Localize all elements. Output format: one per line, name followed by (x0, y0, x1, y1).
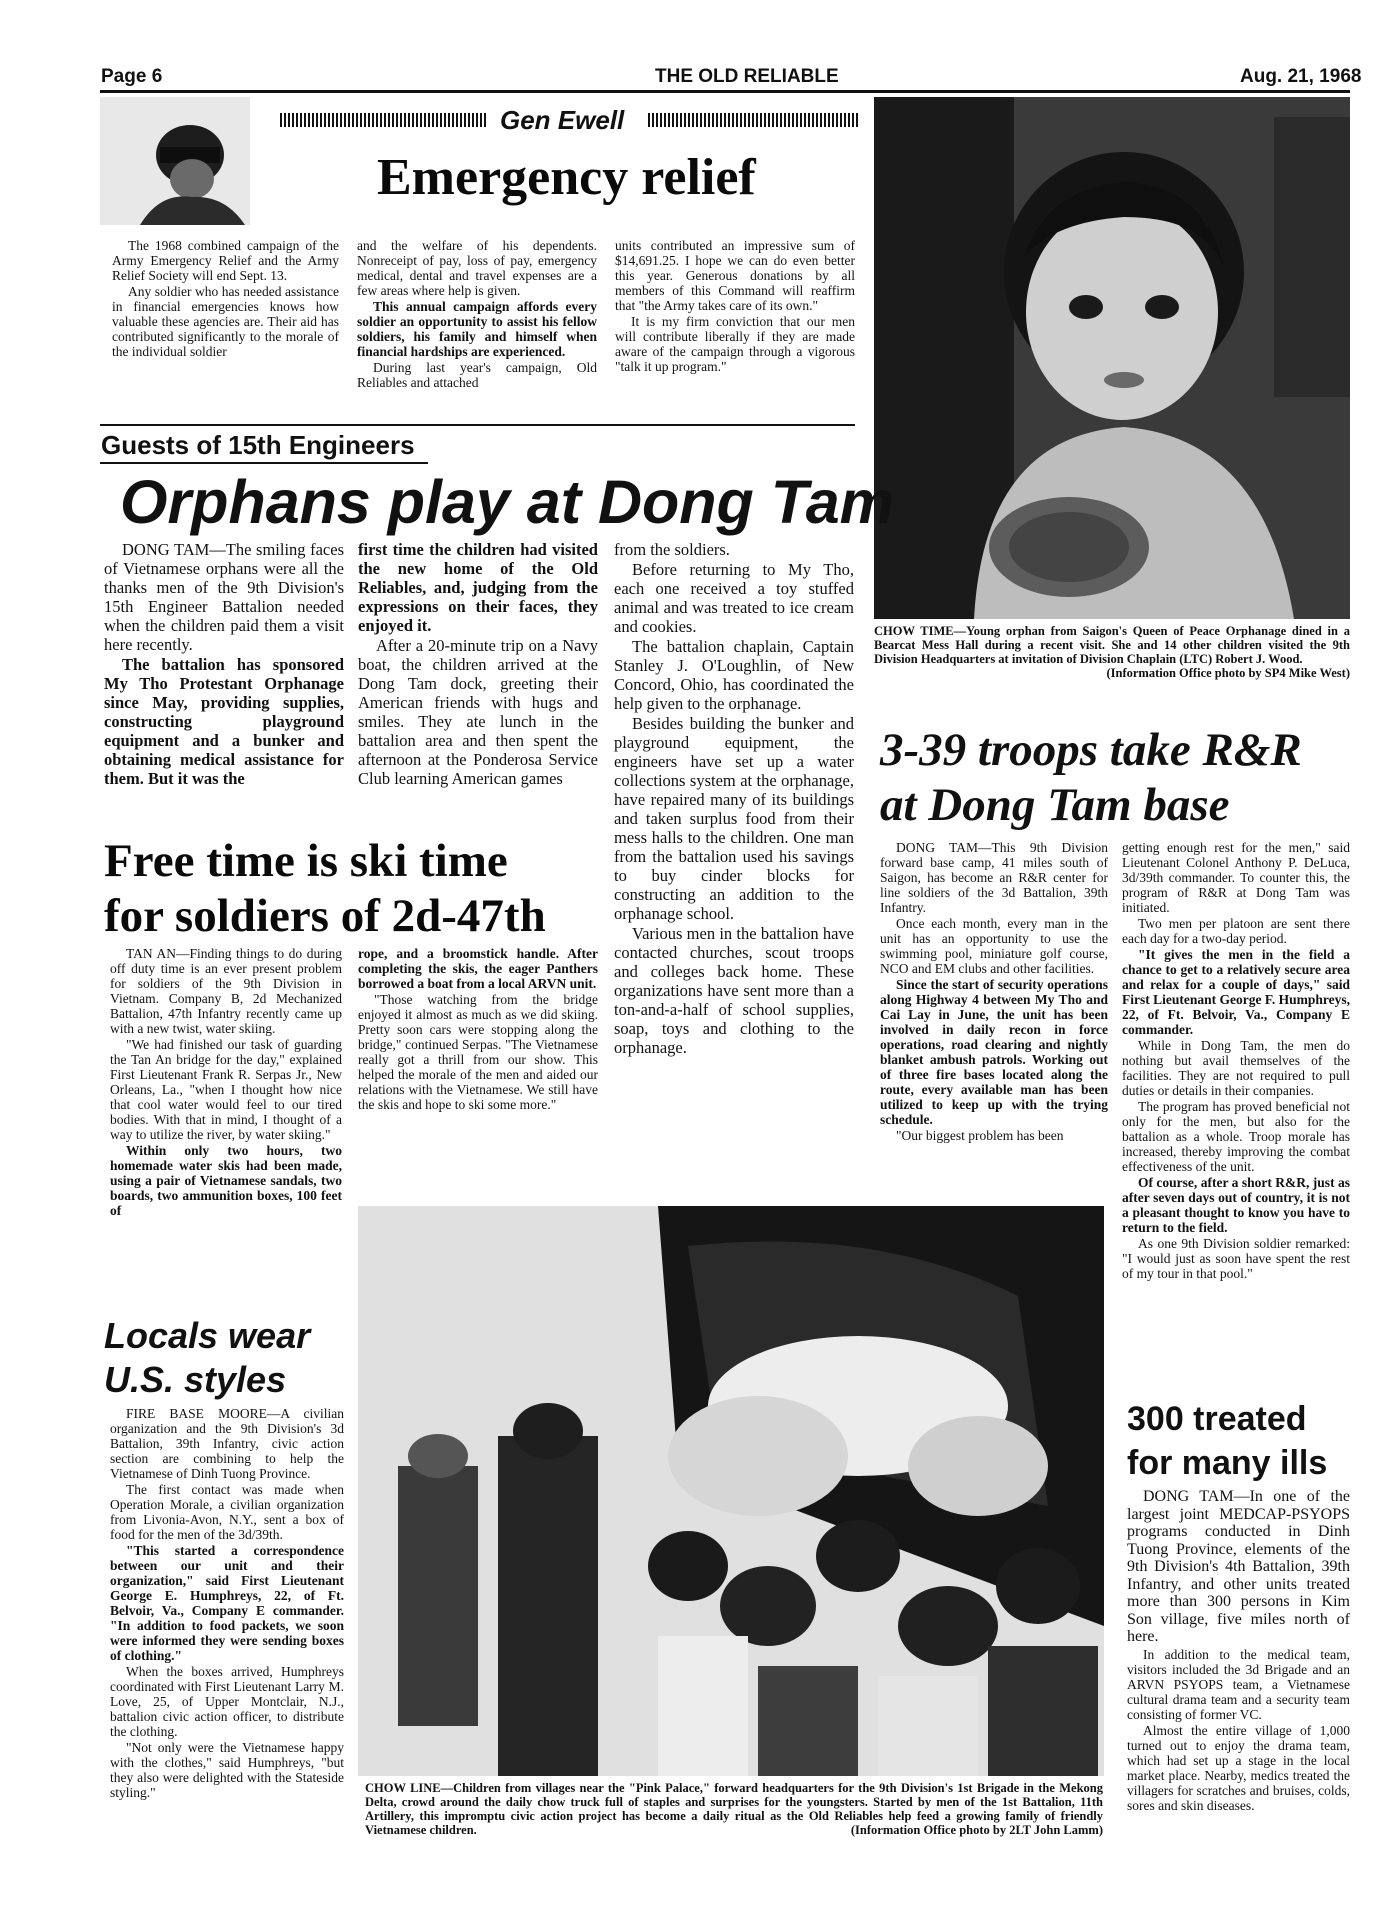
paragraph: When the boxes arrived, Humphreys coordinated with First Lieutenant Larry M. Love, 25, of Upper Montclair, N.J., battalion civic action officer, to distribute the clothing. (110, 1664, 344, 1739)
locals-headline-1: Locals wear (104, 1315, 311, 1356)
ills-headline-2: for many ills (1127, 1444, 1328, 1482)
ewell-kicker-rule-right (648, 113, 858, 127)
paragraph: Once each month, every man in the unit has an opportunity to use the swimming pool, miniature golf course, NCO and EM clubs and other facilities. (880, 916, 1108, 976)
paragraph: FIRE BASE MOORE—A civilian organization and the 9th Division's 3d Battalion, 39th Infantry, civic action section are combining to help the Vietnamese of Dinh Tuong Province. (110, 1406, 344, 1481)
paragraph: Besides building the bunker and playground equipment, the engineers have set up a water collections system at the orphanage, have repaired many of its buildings and taken surplus food from their mess halls to the children. One man from the battalion used his savings to buy cinder blocks for constructing an addition to the orphanage school. (614, 714, 854, 923)
orphans-col-1 (104, 540, 344, 789)
ski-headline-1: Free time is ski time (104, 835, 508, 887)
paragraph: The battalion has sponsored My Tho Protestant Orphanage since May, providing supplies, constructing playground equipment and a bunker and obtaining medical assistance for them. But it was the (104, 655, 344, 788)
orphans-headline: Orphans play at Dong Tam (120, 468, 894, 536)
page-number: Page 6 (101, 66, 163, 87)
paragraph: Almost the entire village of 1,000 turned out to enjoy the drama team, which had set up a stage in the local market place. Nearby, medics treated the villagers for scratches and bruises, colds, sores and skin diseases. (1127, 1722, 1350, 1813)
header-rule (100, 90, 1350, 93)
paragraph: Any soldier who has needed assistance in financial emergencies knows how valuable these agencies are. Their aid has contributed significantly to the morale of the individual soldier (112, 284, 339, 359)
chow-time-caption (874, 624, 1350, 680)
paragraph: After a 20-minute trip on a Navy boat, the children arrived at the Dong Tam dock, greeting their American friends with hugs and smiles. They ate lunch in the battalion area and then spent the afternoon at the Ponderosa Service Club learning American games (358, 636, 598, 788)
paragraph: getting enough rest for the men," said Lieutenant Colonel Anthony P. DeLuca, 3d/39th commander. To counter this, the program of R&R at Dong Tam was initiated. (1122, 840, 1350, 915)
paragraph: DONG TAM—This 9th Division forward base camp, 41 miles south of Saigon, has become an R&R center for line soldiers of the 3d Battalion, 39th Infantry. (880, 840, 1108, 915)
paragraph: Two men per platoon are sent there each day for a two-day period. (1122, 916, 1350, 946)
locals-headline-2: U.S. styles (104, 1359, 287, 1400)
ills-col (1127, 1488, 1350, 1814)
paragraph: The first contact was made when Operation Morale, a civilian organization from Livonia-Avon, N.Y., sent a box of food for the men of the 3d/39th. (110, 1482, 344, 1542)
ewell-headline: Emergency relief (377, 149, 756, 206)
paragraph: The battalion chaplain, Captain Stanley J. O'Loughlin, of New Concord, Ohio, has coordinated the help given to the orphanage. (614, 637, 854, 713)
ewell-col-1 (112, 238, 339, 360)
paragraph: DONG TAM—In one of the largest joint MEDCAP-PSYOPS programs conducted in Dinh Tuong Province, elements of the 9th Division's 4th Battalion, 39th Infantry, and other units treated more than 300 persons in Kim Son village, five miles north of here. (1127, 1488, 1350, 1645)
ski-col-2 (358, 946, 598, 1113)
paragraph: Various men in the battalion have contacted churches, scout troops and colleges back home. These organizations have sent more than a ton-and-a-half of school supplies, soap, toys and clothing to the orphanage. (614, 924, 854, 1057)
paragraph: Since the start of security operations along Highway 4 between My Tho and Cai Lay in June, the unit has been involved in daily recon in force operations, road clearing and nightly blanket ambush patrols. Working out of three fire bases located along the route, every available man has been utilized to keep up with the trying schedule. (880, 977, 1108, 1127)
paragraph: It is my firm conviction that our men will contribute liberally if they are made aware of the campaign through a vigorous "talk it up program." (615, 314, 855, 374)
ewell-kicker-rule-left (280, 113, 488, 127)
orphans-kicker-rule (100, 462, 428, 464)
ewell-bottom-rule (100, 424, 855, 426)
orphans-col-2 (358, 540, 598, 789)
paragraph: During last year's campaign, Old Reliables and attached (357, 360, 597, 390)
paragraph: This annual campaign affords every soldier an opportunity to assist his fellow soldiers, his family and himself when financial hardships are experienced. (357, 299, 597, 359)
paragraph: rope, and a broomstick handle. After completing the skis, the eager Panthers borrowed a boat from a local ARVN unit. (358, 946, 598, 991)
paragraph: "We had finished our task of guarding the Tan An bridge for the day," explained First Lieutenant Frank R. Serpas Jr., New Orleans, La., "when I thought how nice that cool water would feel to our tired bodies. With that in mind, I thought of a way to utilize the river, by water skiing." (110, 1037, 342, 1142)
paragraph: Before returning to My Tho, each one received a toy stuffed animal and was treated to ice cream and cookies. (614, 560, 854, 636)
paragraph: TAN AN—Finding things to do during off duty time is an ever present problem for soldiers of the 9th Division in Vietnam. Company B, 2d Mechanized Battalion, 47th Infantry recently came up with a new twist, water skiing. (110, 946, 342, 1036)
caption-text: CHOW TIME—Young orphan from Saigon's Queen of Peace Orphanage dined in a Bearcat Mess Hall during a recent visit. She and 14 other children visited the 9th Division Headquarters at invitation of Division Chaplain (LTC) Robert J. Wood. (874, 624, 1350, 666)
rr-col-1 (880, 840, 1108, 1144)
rr-col-2 (1122, 840, 1350, 1282)
ewell-col-3 (615, 238, 855, 375)
ski-headline-2: for soldiers of 2d-47th (104, 890, 546, 942)
paragraph: DONG TAM—The smiling faces of Vietnamese orphans were all the thanks men of the 9th Division's 15th Engineer Battalion needed when the children paid them a visit here recently. (104, 540, 344, 654)
rr-headline-2: at Dong Tam base (880, 779, 1230, 831)
paragraph: "This started a correspondence between our unit and their organization," said First Lieutenant George E. Humphreys, 22, of Ft. Belvoir, Va., Company E commander. "In addition to food packets, we soon were informed they were sending boxes of clothing." (110, 1543, 344, 1663)
paragraph: Within only two hours, two homemade water skis had been made, using a pair of Vietnamese sandals, two boards, two ammunition boxes, 100 feet of (110, 1143, 342, 1218)
ewell-kicker: Gen Ewell (500, 105, 625, 135)
caption-text: CHOW LINE—Children from villages near the "Pink Palace," forward headquarters for the 9th Division's 1st Brigade in the Mekong Delta, crowd around the daily chow truck full of staples and surprises for the youngsters. Started by men of the 1st Battalion, 11th Artillery, this impromptu civic action project has become a daily ritual as the Old Reliables help feed a growing family of friendly Vietnamese children. (365, 1781, 1103, 1837)
paragraph: "Our biggest problem has been (896, 1128, 1064, 1143)
paragraph: While in Dong Tam, the men do nothing but avail themselves of the facilities. They are not required to pull duties or details in their companies. (1122, 1038, 1350, 1098)
paragraph: The program has proved beneficial not only for the men, but also for the battalion as a whole. Troop morale has increased, thereby improving the combat effectiveness of the unit. (1122, 1099, 1350, 1174)
orphans-kicker: Guests of 15th Engineers (101, 430, 415, 460)
photo-credit: (Information Office photo by 2LT John Lamm) (850, 1823, 1103, 1837)
masthead: THE OLD RELIABLE (655, 66, 839, 87)
paragraph: "Those watching from the bridge enjoyed it almost as much as we did skiing. Pretty soon cars were stopping along the bridge," continued Serpas. "The Vietnamese really got a thrill from our show. This helped the morale of the men and aided our relations with the Vietnamese. We still have the skis and hope to ski some more." (358, 992, 598, 1112)
paragraph: Of course, after a short R&R, just as after seven days out of country, it is not a pleasant thought to know you have to return to the field. (1122, 1175, 1350, 1235)
ills-headline-1: 300 treated (1127, 1400, 1307, 1438)
rr-headline-1: 3-39 troops take R&R (880, 724, 1302, 776)
orphans-col-3 (614, 540, 854, 1058)
paragraph: first time the children had visited the new home of the Old Reliables, and, judging from the expressions on their faces, they enjoyed it. (358, 540, 598, 635)
issue-date: Aug. 21, 1968 (1240, 66, 1362, 87)
ewell-col-2 (357, 238, 597, 391)
paragraph: In addition to the medical team, visitors included the 3d Brigade and an ARVN PSYOPS team, a Vietnamese cultural drama team and a security team consisting of former VC. (1127, 1646, 1350, 1722)
ewell-portrait (100, 97, 250, 225)
locals-col (110, 1406, 344, 1801)
chow-line-caption (365, 1781, 1103, 1837)
paragraph: As one 9th Division soldier remarked: "I would just as soon have spent the rest of my tour in that pool." (1122, 1236, 1350, 1281)
paragraph: and the welfare of his dependents. Nonreceipt of pay, loss of pay, emergency medical, dental and travel expenses are a few areas where help is given. (357, 238, 597, 298)
paragraph: The 1968 combined campaign of the Army Emergency Relief and the Army Relief Society will end Sept. 13. (112, 238, 339, 283)
paragraph: units contributed an impressive sum of $14,691.25. I hope we can do even better this year. Generous donations by all members of this Command will reaffirm that "the Army takes care of its own." (615, 238, 855, 313)
paragraph: from the soldiers. (614, 540, 730, 559)
photo-credit: (Information Office photo by SP4 Mike West) (1106, 666, 1350, 680)
paragraph: "It gives the men in the field a chance to get to a relatively secure area and relax for a couple of days," said First Lieutenant George F. Humphreys, 22, of Ft. Belvoir, Va., Company E commander. (1122, 947, 1350, 1037)
paragraph: "Not only were the Vietnamese happy with the clothes," said Humphreys, "but they also were delighted with the Stateside styling." (110, 1740, 344, 1800)
ski-col-1 (110, 946, 342, 1219)
chow-line-photo (358, 1206, 1104, 1776)
chow-time-photo (874, 97, 1350, 619)
